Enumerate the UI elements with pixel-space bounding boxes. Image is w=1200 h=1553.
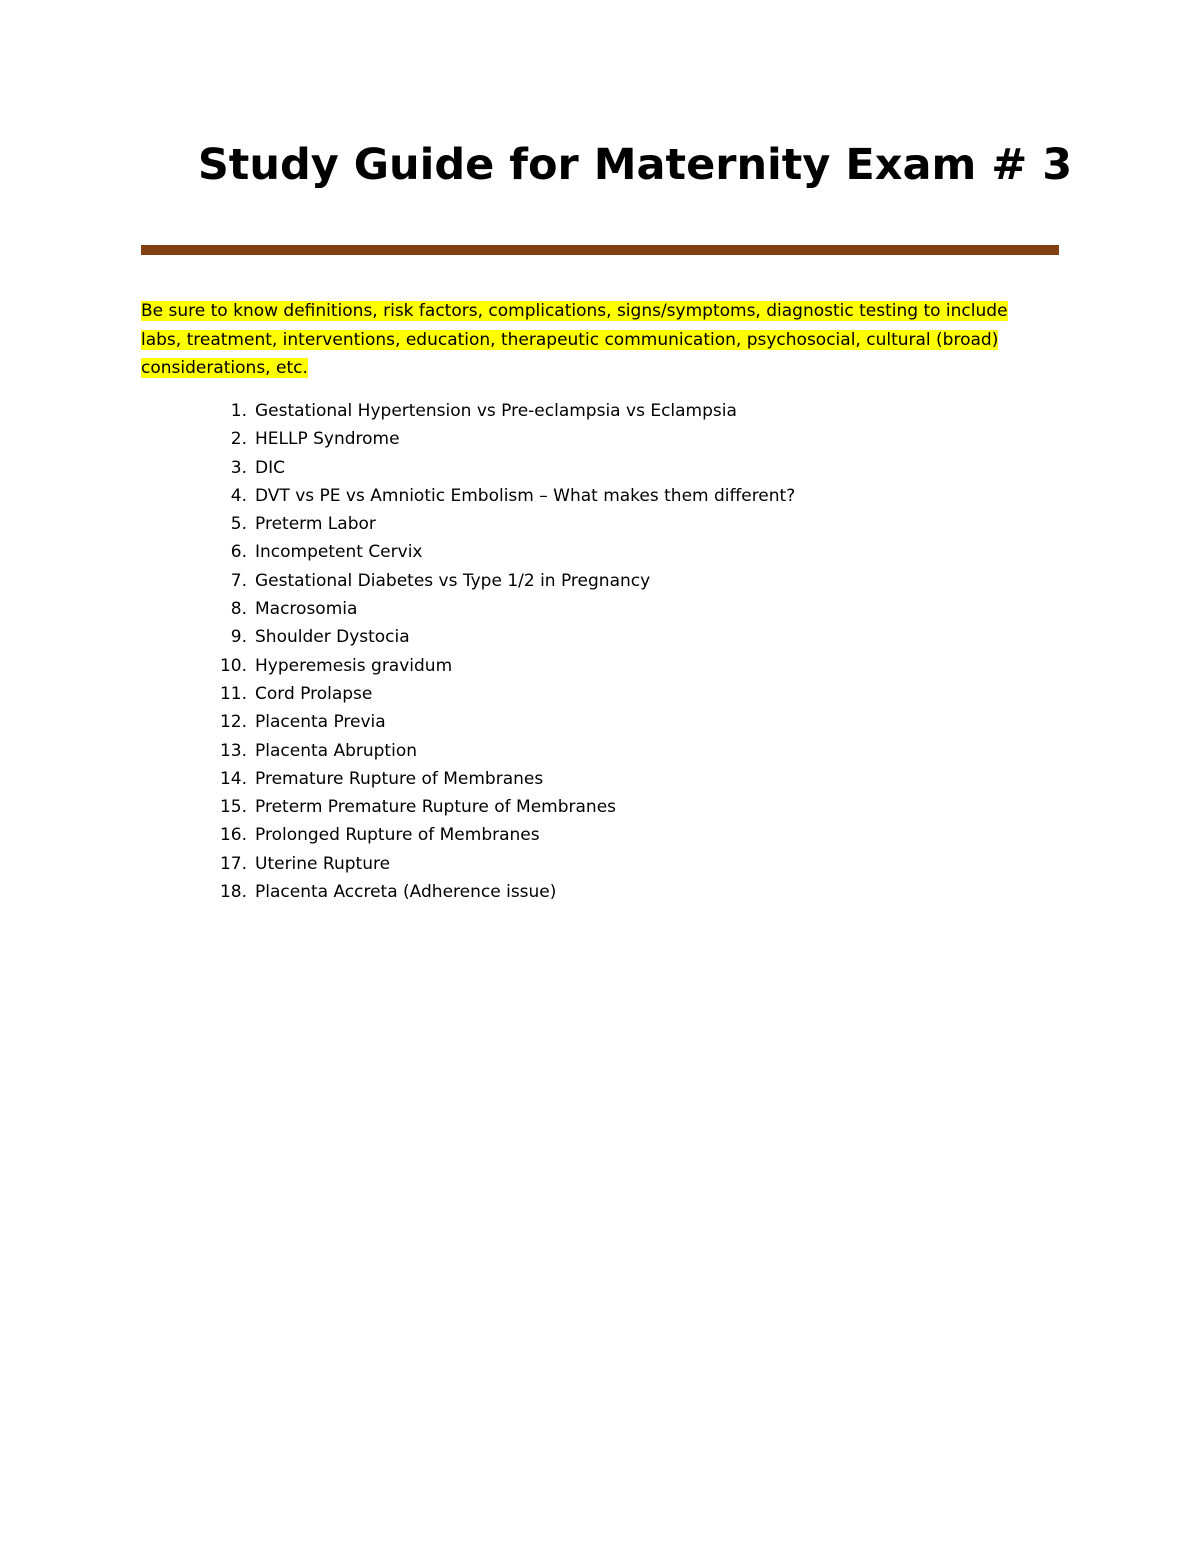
list-item-number: 3. xyxy=(230,457,247,478)
list-item-number: 16. xyxy=(219,825,247,846)
list-item-number: 5. xyxy=(230,514,247,535)
list-item xyxy=(141,595,1041,623)
list-item xyxy=(141,708,1041,736)
list-item xyxy=(141,454,1041,482)
list-item xyxy=(141,623,1041,651)
list-item xyxy=(141,397,1041,425)
list-item xyxy=(141,821,1041,849)
list-item-number: 7. xyxy=(230,570,247,591)
list-item xyxy=(141,510,1041,538)
list-item-text: Placenta Accreta (Adherence issue) xyxy=(255,882,557,903)
list-item-text: Premature Rupture of Membranes xyxy=(255,768,544,789)
list-item-number: 9. xyxy=(230,627,247,648)
list-item xyxy=(141,737,1041,765)
list-item-number: 10. xyxy=(219,655,247,676)
list-item-number: 6. xyxy=(230,542,247,563)
list-item xyxy=(141,765,1041,793)
page-title: Study Guide for Maternity Exam # 3 xyxy=(197,140,1073,190)
topic-list xyxy=(141,397,1041,906)
list-item xyxy=(141,652,1041,680)
list-item xyxy=(141,567,1041,595)
list-item-number: 8. xyxy=(230,599,247,620)
list-item xyxy=(141,878,1041,906)
list-item-text: DIC xyxy=(255,457,285,478)
list-item-text: HELLP Syndrome xyxy=(255,429,400,450)
list-item-number: 14. xyxy=(219,768,247,789)
list-item-number: 17. xyxy=(219,853,247,874)
list-item-text: Hyperemesis gravidum xyxy=(255,655,453,676)
list-item-text: Preterm Premature Rupture of Membranes xyxy=(255,797,617,818)
list-item-text: Shoulder Dystocia xyxy=(255,627,410,648)
list-item-text: Gestational Diabetes vs Type 1/2 in Pregnancy xyxy=(255,570,651,591)
list-item-text: Uterine Rupture xyxy=(255,853,391,874)
list-item xyxy=(141,850,1041,878)
list-item-text: Placenta Abruption xyxy=(255,740,417,761)
intro-highlight: Be sure to know definitions, risk factors, complications, signs/symptoms, diagnostic testing to include labs, treatment, interventions, education, therapeutic communication, psychosocial, cultural (broad) considerations, etc. xyxy=(141,301,1008,378)
list-item-text: Macrosomia xyxy=(255,599,358,620)
list-item xyxy=(141,793,1041,821)
list-item-number: 2. xyxy=(230,429,247,450)
list-item-number: 12. xyxy=(219,712,247,733)
list-item-text: Incompetent Cervix xyxy=(255,542,423,563)
list-item-text: Preterm Labor xyxy=(255,514,376,535)
list-item xyxy=(141,482,1041,510)
list-item xyxy=(141,425,1041,453)
list-item-number: 4. xyxy=(230,485,247,506)
intro-paragraph xyxy=(141,297,1041,383)
list-item xyxy=(141,538,1041,566)
list-item-number: 18. xyxy=(219,882,247,903)
list-item-number: 11. xyxy=(219,683,247,704)
list-item-text: Cord Prolapse xyxy=(255,683,373,704)
title-divider xyxy=(141,245,1059,255)
list-item-text: DVT vs PE vs Amniotic Embolism – What makes them different? xyxy=(255,485,796,506)
list-item-text: Placenta Previa xyxy=(255,712,386,733)
list-item xyxy=(141,680,1041,708)
list-item-number: 1. xyxy=(230,401,247,421)
list-item-number: 15. xyxy=(219,797,247,818)
list-item-text: Prolonged Rupture of Membranes xyxy=(255,825,540,846)
list-item-number: 13. xyxy=(219,740,247,761)
list-item-text: Gestational Hypertension vs Pre-eclampsia vs Eclampsia xyxy=(255,401,737,421)
